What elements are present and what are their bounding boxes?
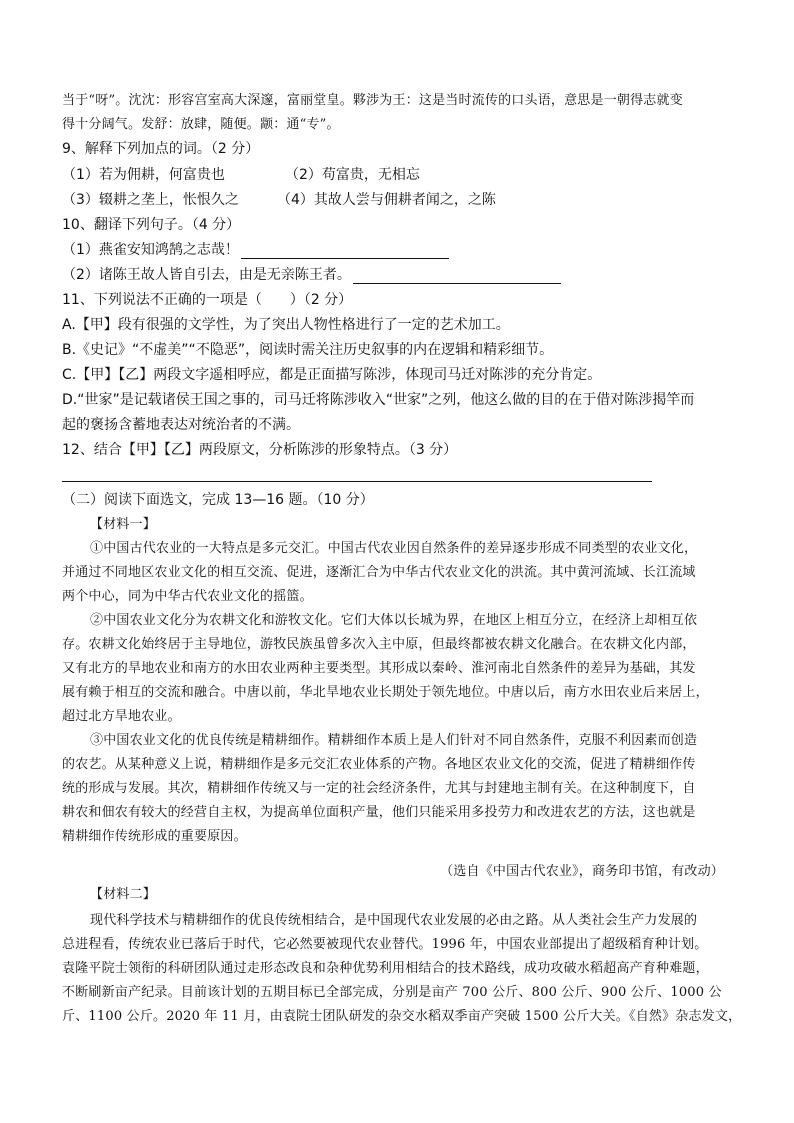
paragraph-line: ②中国农业文化分为农耕文化和游牧文化。它们大体以长城为界，在地区上相互分立，在经济上却相互依: [90, 613, 698, 628]
question-9-item: （4）其故人尝与佣耕者闻之，之陈: [277, 192, 496, 208]
question-9-title: 9、解释下列加点的词。（2 分）: [62, 141, 260, 157]
question-12-title: 12、结合【甲】【乙】两段原文，分析陈涉的形象特点。（3 分）: [62, 442, 458, 458]
option-d-continued: 起的褒扬含蓄地表达对统治者的不满。: [62, 417, 300, 433]
paragraph-line: 不断刷新亩产纪录。目前该计划的五期目标已全部完成，分别是亩产 700 公斤、800 公斤、900 公斤、1000 公: [62, 985, 722, 1000]
paragraph-line: 又有北方的旱地农业和南方的水田农业两种主要类型。其形成以秦岭、淮河南北自然条件的差异为基础，其发: [62, 661, 696, 676]
paragraph-line: ①中国古代农业的一大特点是多元交汇。中国古代农业因自然条件的差异逐步形成不同类型的农业文化，: [90, 541, 698, 556]
question-11-title: 11、下列说法不正确的一项是（ ）（2 分）: [62, 292, 353, 308]
paragraph-line: 斤、1100 公斤。2020 年 11 月，由袁院士团队研发的杂交水稻双季亩产突破 1500 公斤大关。《自然》杂志发文，: [62, 1009, 742, 1024]
paragraph-line: 现代科学技术与精耕细作的优良传统相结合，是中国现代农业发展的必由之路。从人类社会生产力发展的: [90, 913, 698, 928]
question-10-item: [62, 266, 561, 284]
answer-blank[interactable]: [241, 244, 449, 259]
material-1-source: （选自《中国古代农业》，商务印书馆，有改动）: [440, 864, 724, 879]
answer-blank[interactable]: [353, 269, 561, 284]
question-9-item: （3）辍耕之垄上，怅恨久之: [62, 192, 239, 208]
paragraph-line: 超过北方旱地农业。: [62, 709, 181, 724]
material-2-label: 【材料二】: [90, 887, 157, 902]
annotation-line: 当于“呀”。沈沈：形容宫室高大深邃，富丽堂皇。夥涉为王：这是当时流传的口头语，意思是一朝得志就变: [62, 93, 683, 108]
question-9-item: （1）若为佣耕，何富贵也: [62, 167, 225, 183]
question-10-sentence: （2）诸陈王故人皆自引去，由是无亲陈王者。: [62, 267, 351, 283]
question-9-item: （2）苟富贵，无相忘: [285, 167, 420, 183]
paragraph-line: 耕农和佃农有较大的经营自主权，为提高单位面积产量，他们只能采用多投劳力和改进农艺的方法，这也就是: [62, 805, 696, 820]
question-10-item: [62, 241, 449, 259]
paragraph-line: 展有赖于相互的交流和融合。中唐以前，华北旱地农业长期处于领先地位。中唐以后，南方水田农业后来居上，: [62, 685, 709, 700]
material-1-label: 【材料一】: [90, 517, 157, 532]
option-b: B.《史记》“不虚美”“不隐恶”，阅读时需关注历史叙事的内在逻辑和精彩细节。: [62, 342, 554, 358]
paragraph-line: 两个中心，同为中华古代农业文化的摇篮。: [62, 589, 313, 604]
paragraph-line: 的农艺。从某种意义上说，精耕细作是多元交汇农业体系的产物。各地区农业文化的交流，促进了精耕细作传: [62, 757, 696, 772]
paragraph-line: 存。农耕文化始终居于主导地位，游牧民族虽曾多次入主中原，但最终都被农耕文化融合。在农耕文化内部，: [62, 637, 696, 652]
paragraph-line: 袁隆平院士领衔的科研团队通过走形态改良和杂种优势利用相结合的技术路线，成功攻破水稻超高产育种难题，: [62, 961, 709, 976]
annotation-line: 得十分阔气。发舒：放肆，随便。颛：通“专”。: [62, 117, 340, 132]
paragraph-line: 并通过不同地区农业文化的相互交流、促进，逐渐汇合为中华古代农业文化的洪流。其中黄河流域、长江流域: [62, 565, 696, 580]
answer-line[interactable]: [62, 481, 652, 482]
paragraph-line: ③中国农业文化的优良传统是精耕细作。精耕细作本质上是人们针对不同自然条件，克服不利因素而创造: [90, 733, 698, 748]
section-heading: （二）阅读下面选文，完成 13—16 题。（10 分）: [62, 492, 374, 508]
option-a: A.【甲】段有很强的文学性，为了突出人物性格进行了一定的艺术加工。: [62, 317, 510, 333]
question-10-sentence: （1）燕雀安知鸿鹄之志哉！: [62, 242, 239, 258]
paragraph-line: 精耕细作传统形成的重要原因。: [62, 829, 247, 844]
option-d: D.“世家”是记载诸侯王国之事的，司马迁将陈涉收入“世家”之列，他这么做的目的在于借对陈涉揭竿而: [62, 392, 695, 408]
question-10-title: 10、翻译下列句子。（4 分）: [62, 217, 241, 233]
paragraph-line: 总进程看，传统农业已落后于时代，它必然要被现代农业替代。1996 年，中国农业部提出了超级稻育种计划。: [62, 937, 708, 952]
option-c: C.【甲】【乙】两段文字遥相呼应，都是正面描写陈涉，体现司马迁对陈涉的充分肯定。: [62, 367, 602, 383]
paragraph-line: 统的形成与发展。其次，精耕细作传统又与一定的社会经济条件，尤其与封建地主制有关。在这种制度下，自: [62, 781, 696, 796]
